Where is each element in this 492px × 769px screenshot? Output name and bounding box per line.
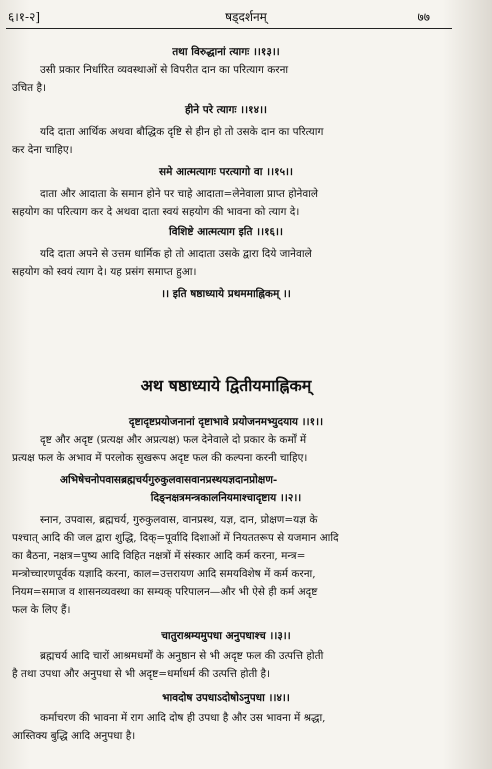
paragraph-line: आस्तिक्य बुद्धि आदि अनुपधा है। xyxy=(12,730,136,742)
paragraph-line: यदि दाता अपने से उत्तम धार्मिक हो तो आदाता उसके द्वारा दिये जानेवाले xyxy=(40,248,312,260)
sutra-heading: दिङ्नक्षत्रमन्त्रकालनियमाश्चादृष्टाय ।।२।। xyxy=(150,492,302,504)
sutra-heading: तथा विरुद्धानां त्यागः ।।१३।। xyxy=(172,46,280,58)
paragraph-line: सहयोग का परित्याग कर दे अथवा दाता स्वयं सहयोग की भावना को त्याग दे। xyxy=(12,206,300,218)
paragraph-line: यदि दाता आर्थिक अथवा बौद्धिक दृष्टि से हीन हो तो उसके दान का परित्याग xyxy=(40,126,324,138)
sutra-heading: दृष्टादृष्टप्रयोजनानां दृष्टाभावे प्रयोजनमभ्युदयाय ।।१।। xyxy=(128,416,324,428)
sutra-heading: विशिष्टे आत्मत्याग इति ।।१६।। xyxy=(169,226,283,238)
section-title: अथ षष्ठाध्याये द्वितीयमाह्निकम् xyxy=(140,376,312,395)
paragraph-line: मन्त्रोच्चारणपूर्वक यज्ञादि करना, काल=उत्तरायण आदि समयविशेष में कर्म करना, xyxy=(12,568,316,580)
running-title: षड्दर्शनम् xyxy=(225,10,267,24)
paragraph-line: पश्चात् आदि की जल द्वारा शुद्धि, दिक्=पूर्वादि दिशाओं में नियततरूप से यजमान आदि xyxy=(12,532,339,544)
paragraph-line: कर देना चाहिए। xyxy=(12,144,73,156)
page-section-marker: ६।१-२] xyxy=(8,10,41,24)
paragraph-line: दृष्ट और अदृष्ट (प्रत्यक्ष और अप्रत्यक्ष) फल देनेवाले दो प्रकार के कर्मों में xyxy=(40,434,307,446)
paragraph-line: प्रत्यक्ष फल के अभाव में परलोक सुखरूप अदृष्ट फल की कल्पना करनी चाहिए। xyxy=(12,452,308,464)
ahnika-end-line: ।। इति षष्ठाध्याये प्रथममाह्निकम् ।। xyxy=(161,288,291,300)
paragraph-line: उसी प्रकार निर्धारित व्यवस्थाओं से विपरीत दान का परित्याग करना xyxy=(40,64,289,76)
sutra-heading: समे आत्मत्यागः परत्यागो वा ।।१५।। xyxy=(159,166,293,178)
paragraph-line: का बैठना, नक्षत्र=पुष्य आदि विहित नक्षत्रों में संस्कार आदि कर्म करना, मन्त्र= xyxy=(12,550,306,562)
paragraph-line: स्नान, उपवास, ब्रह्मचर्य, गुरुकुलवास, वानप्रस्थ, यज्ञ, दान, प्रोक्षण=यज्ञ के xyxy=(40,514,318,526)
sutra-heading: चातुराश्रम्यमुपधा अनुपधाश्च ।।३।। xyxy=(161,630,291,642)
paragraph-line: सहयोग को स्वयं त्याग दे। यह प्रसंग समाप्त हुआ। xyxy=(12,266,197,278)
sutra-heading: अभिषेचनोपवासब्रह्मचर्यगुरुकुलवासवानप्रस्थयज्ञदानप्रोक्षण- xyxy=(60,474,278,486)
paragraph-line: कर्माचरण की भावना में राग आदि दोष ही उपधा है और उस भावना में श्रद्धा, xyxy=(40,712,326,724)
sutra-heading: भावदोष उपधाऽदोषोऽनुपधा ।।४।। xyxy=(162,692,290,704)
paragraph-line: ब्रह्मचर्य आदि चारों आश्रमधर्मों के अनुष्ठान से भी अदृष्ट फल की उत्पत्ति होती xyxy=(40,650,324,662)
sutra-heading: हीने परे त्यागः ।।१४।। xyxy=(184,104,268,116)
header-rule xyxy=(6,28,452,29)
paragraph-line: उचित है। xyxy=(12,82,47,94)
page-number: ७७ xyxy=(417,10,430,24)
paragraph-line: फल के लिए हैं। xyxy=(12,604,71,616)
paragraph-line: नियम=समाज व शासनव्यवस्था का सम्यक् परिपालन—और भी ऐसे ही कर्म अदृष्ट xyxy=(12,586,318,598)
paragraph-line: दाता और आदाता के समान होने पर चाहे आदाता=लेनेवाला प्राप्त होनेवाले xyxy=(40,188,319,200)
paragraph-line: है तथा उपधा और अनुपधा से भी अदृष्ट=धर्माधर्म की उत्पत्ति होती है। xyxy=(12,668,271,680)
